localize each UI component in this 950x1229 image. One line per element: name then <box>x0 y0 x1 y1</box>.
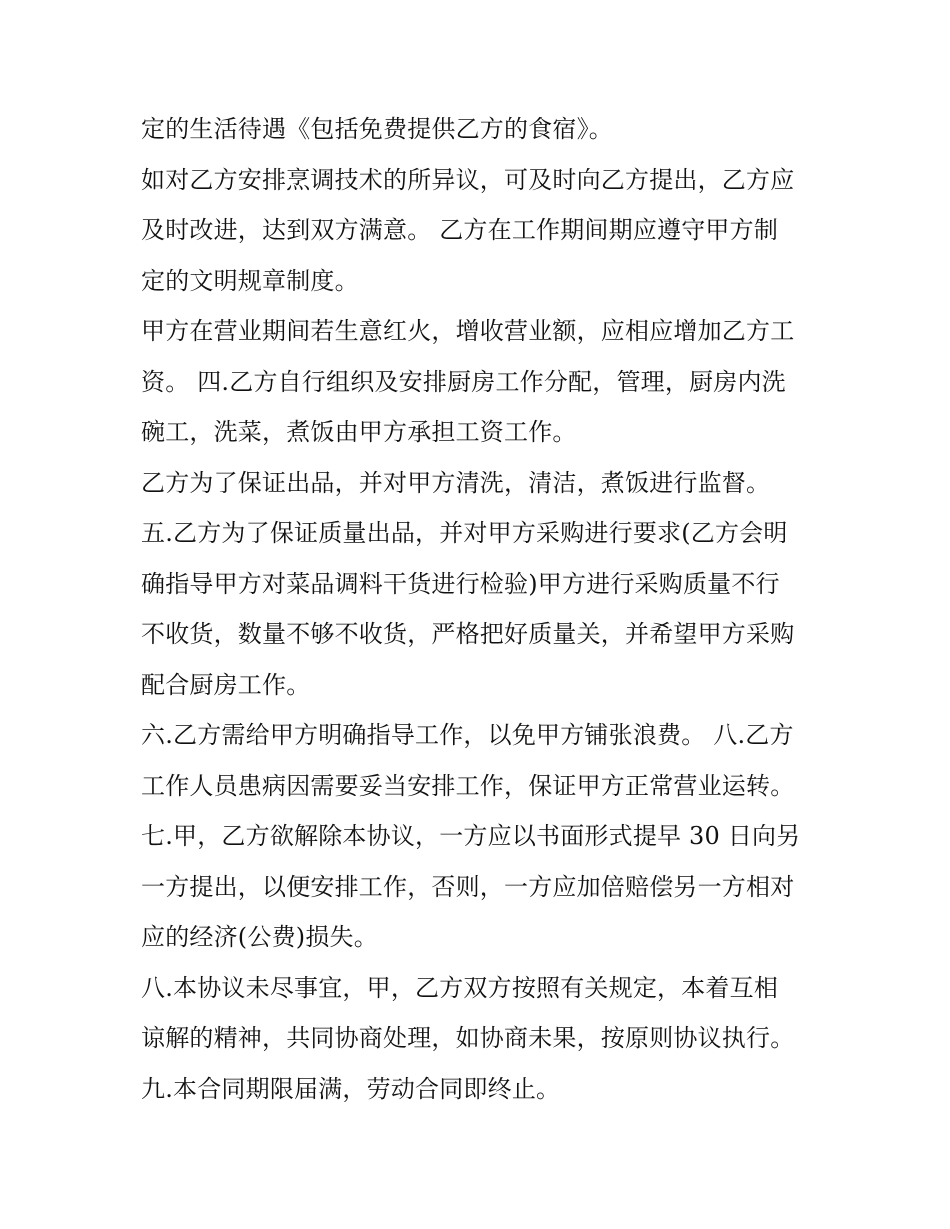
text-line: 甲方在营业期间若生意红火，增收营业额，应相应增加乙方工 <box>141 317 795 345</box>
text-line: 定的生活待遇《包括免费提供乙方的食宿》。 <box>141 115 613 143</box>
text-line: 一方提出，以便安排工作，否则，一方应加倍赔偿另一方相对 <box>141 872 795 901</box>
text-line: 六.乙方需给甲方明确指导工作，以免甲方铺张浪费。 八.乙方 <box>141 721 794 749</box>
text-line: 及时改进，达到双方满意。 乙方在工作期间期应遵守甲方制 <box>141 216 779 244</box>
text-line: 谅解的精神，共同协商处理，如协商未果，按原则协议执行。 <box>141 1024 795 1052</box>
text-line: 九.本合同期限届满，劳动合同即终止。 <box>141 1074 561 1103</box>
text-line: 确指导甲方对菜品调料干货进行检验)甲方进行采购质量不行 <box>141 569 780 598</box>
text-line: 配合厨房工作。 <box>141 670 311 699</box>
text-line: 七.甲，乙方欲解除本协议，一方应以书面形式提早 30 日向另 <box>141 822 801 850</box>
text-line: 八.本协议未尽事宜，甲，乙方双方按照有关规定，本着互相 <box>141 973 779 1002</box>
text-line: 如对乙方安排烹调技术的所异议，可及时向乙方提出，乙方应 <box>141 165 795 194</box>
text-line: 五.乙方为了保证质量出品，并对甲方采购进行要求(乙方会明 <box>141 519 788 547</box>
text-line: 定的文明规章制度。 <box>141 266 359 295</box>
text-line: 工作人员患病因需要妥当安排工作，保证甲方正常营业运转。 <box>141 771 795 800</box>
text-line: 不收货，数量不够不收货，严格把好质量关，并希望甲方采购 <box>141 620 795 648</box>
text-line: 乙方为了保证出品，并对甲方清洗，清洁，煮饭进行监督。 <box>141 468 771 497</box>
text-line: 碗工，洗菜，煮饭由甲方承担工资工作。 <box>141 418 577 446</box>
text-line: 应的经济(公费)损失。 <box>141 923 378 951</box>
document-body <box>141 104 821 1114</box>
text-line: 资。 四.乙方自行组织及安排厨房工作分配，管理，厨房内洗 <box>141 367 786 396</box>
